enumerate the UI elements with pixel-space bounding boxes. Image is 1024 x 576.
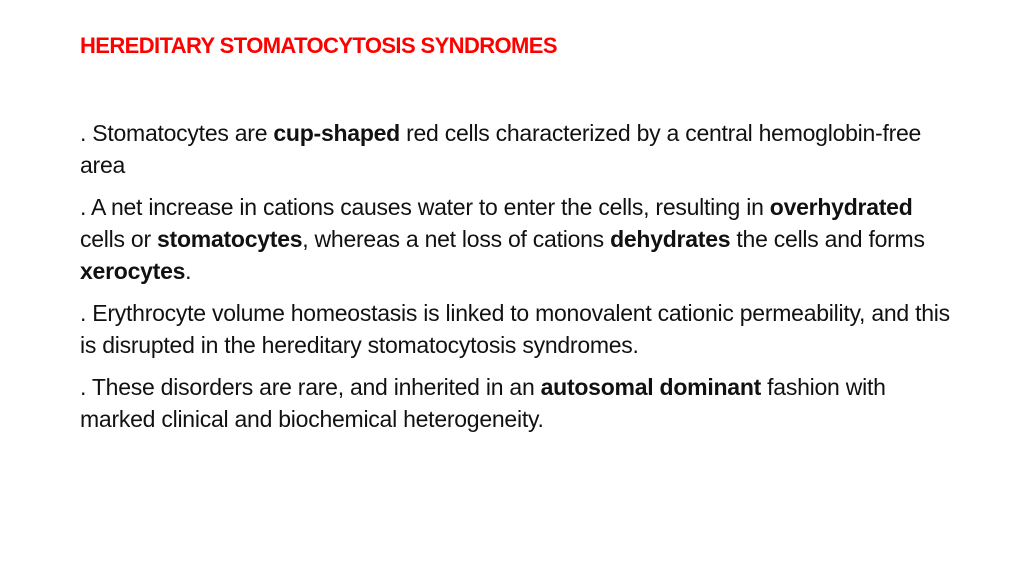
text-segment: cells or [80, 226, 157, 252]
slide-body [80, 117, 950, 445]
bold-term: stomatocytes [157, 226, 303, 252]
text-segment: . [185, 258, 192, 284]
text-segment: . Erythrocyte volume homeostasis is linked to monovalent cationic permeability, and this is disrupted in the hereditary stomatocytosis syndromes. [80, 300, 950, 358]
bullet-paragraph [80, 191, 950, 287]
text-segment: the cells and forms [730, 226, 925, 252]
text-segment: red cells characterized by a central hemoglobin-free area [80, 120, 922, 178]
text-segment: , whereas a net loss of cations [302, 226, 611, 252]
bold-term: cup-shaped [273, 120, 400, 146]
text-segment: fashion with marked clinical and biochemical heterogeneity. [80, 374, 886, 432]
bold-term: overhydrated [769, 194, 913, 220]
text-segment: . These disorders are rare, and inherited in an [80, 374, 541, 400]
bold-term: xerocytes [80, 258, 186, 284]
bullet-paragraph [80, 117, 950, 181]
text-segment: . A net increase in cations causes water to enter the cells, resulting in [80, 194, 770, 220]
slide-title: HEREDITARY STOMATOCYTOSIS SYNDROMES [80, 33, 557, 58]
bold-term: autosomal dominant [540, 374, 762, 400]
bullet-paragraph [80, 371, 950, 435]
bullet-paragraph [80, 297, 950, 361]
text-segment: . Stomatocytes are [80, 120, 274, 146]
bold-term: dehydrates [610, 226, 731, 252]
